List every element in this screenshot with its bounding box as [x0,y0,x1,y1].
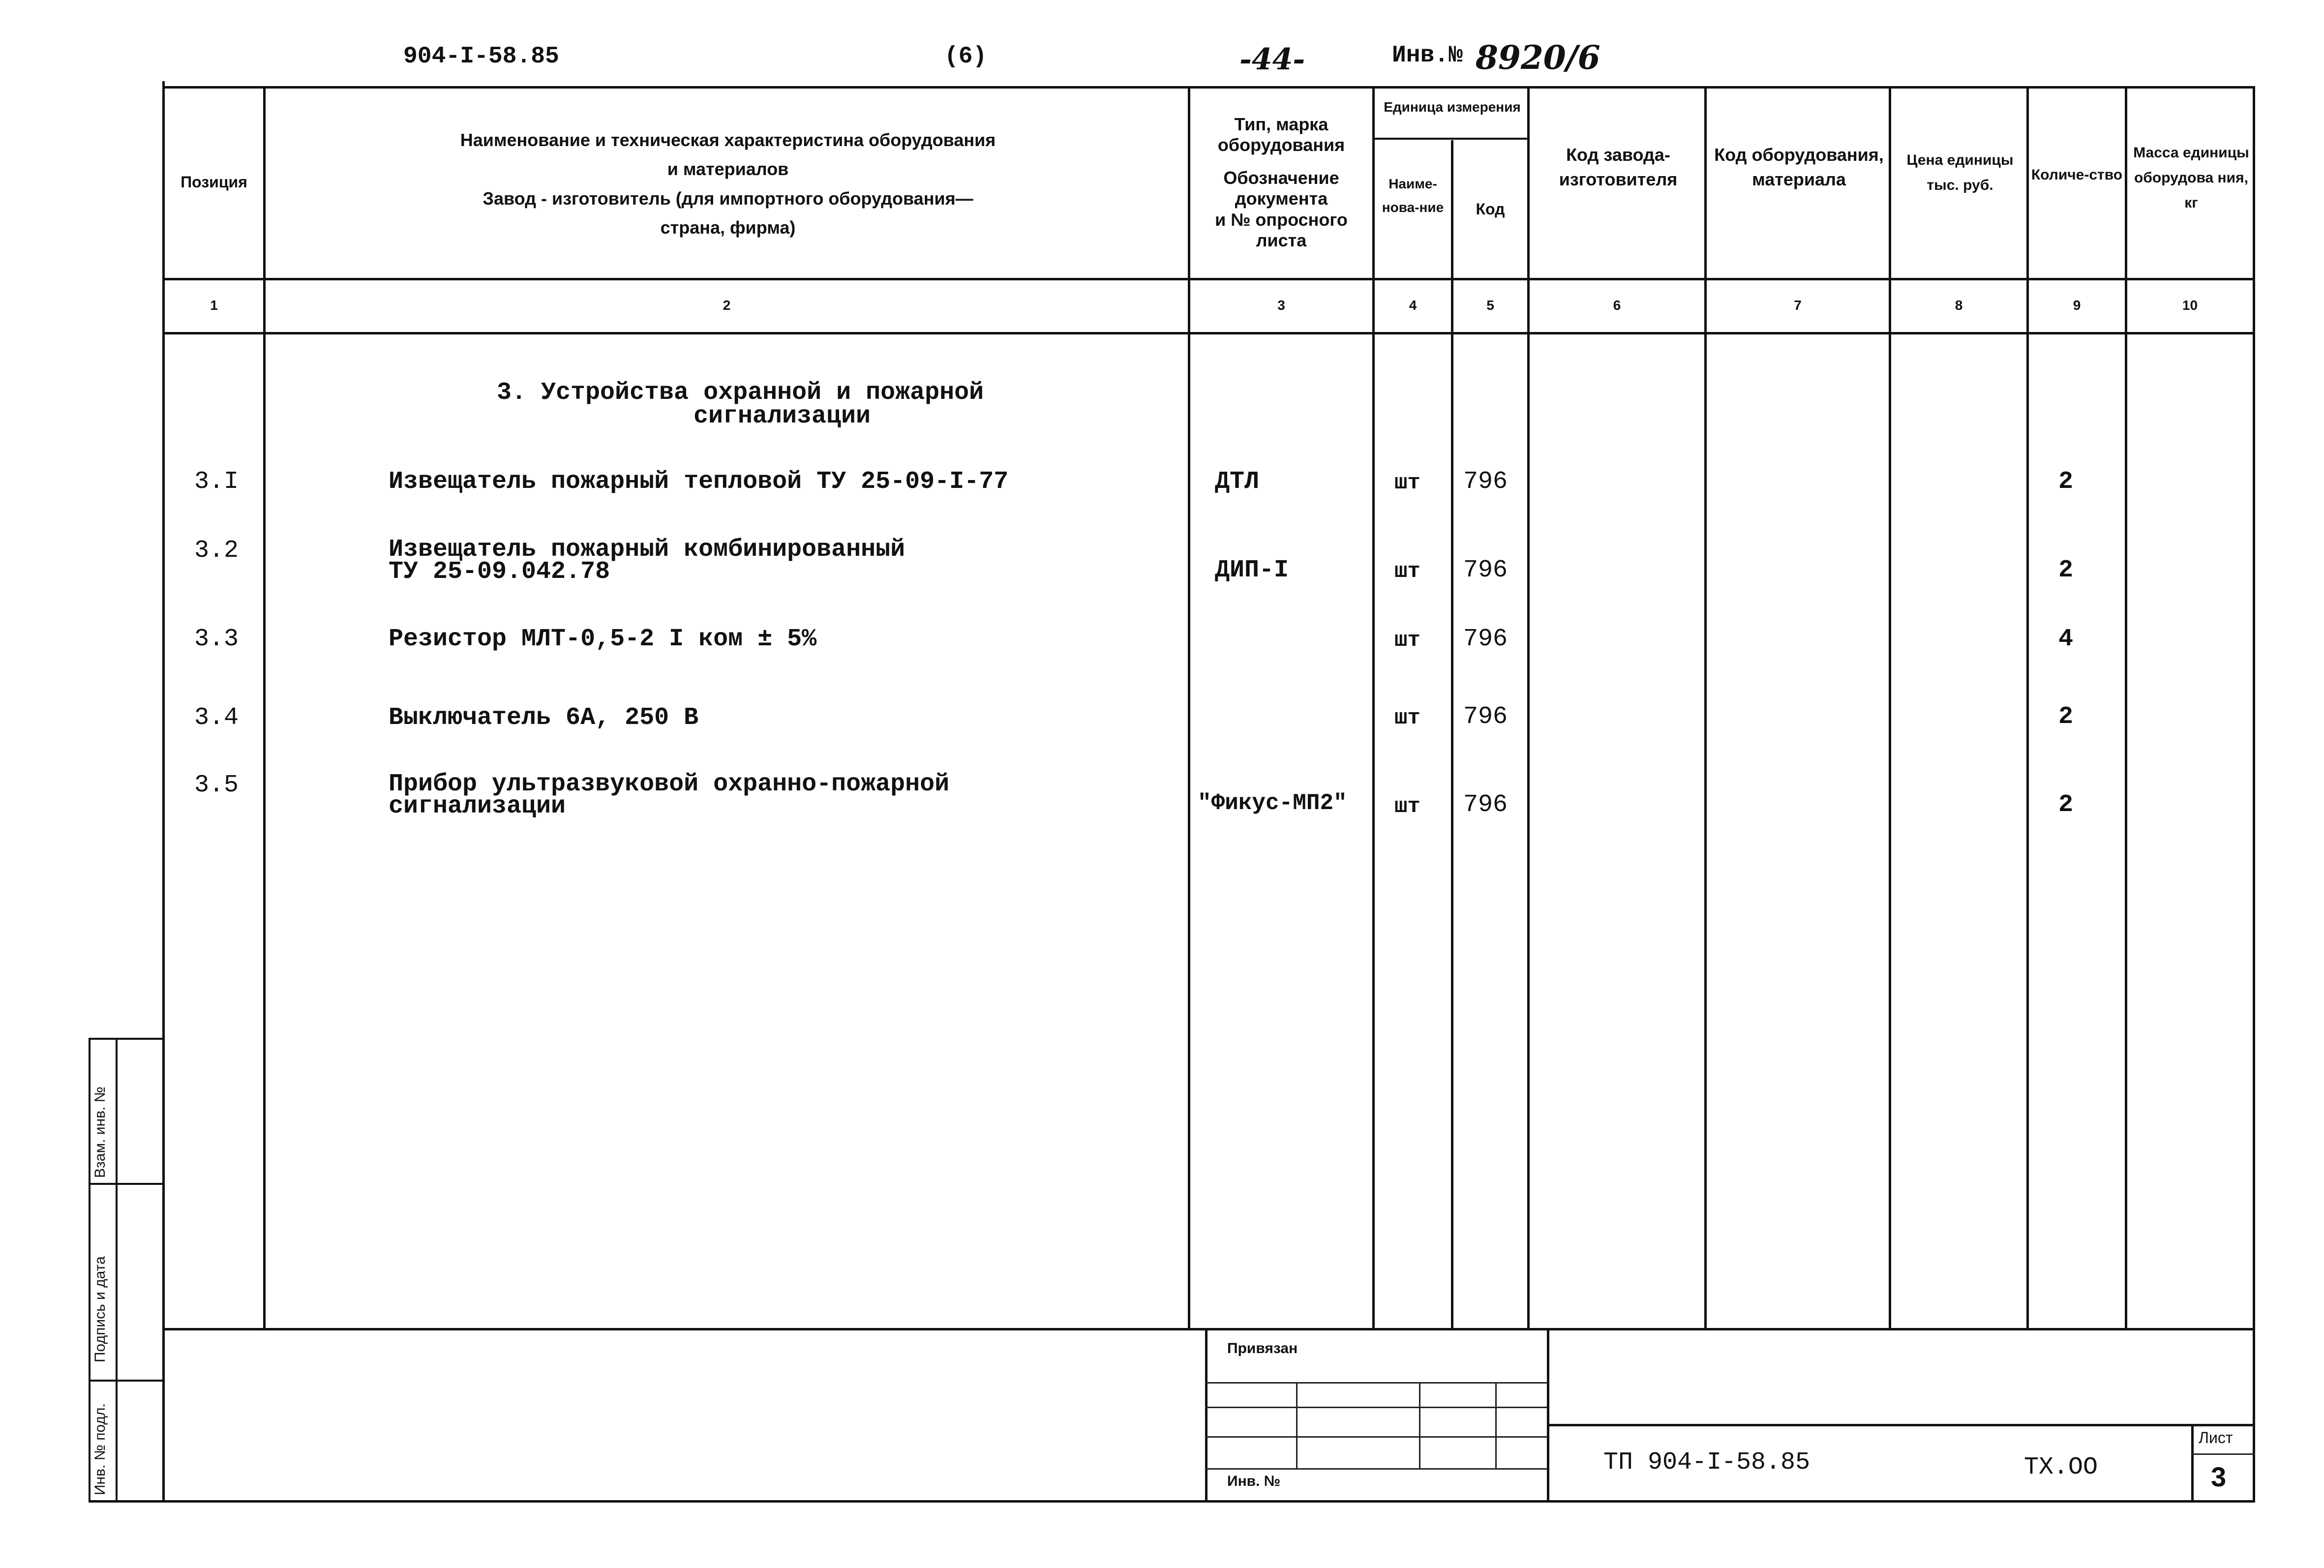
header-equipment-code: Код оборудования, материала [1714,145,1884,190]
row-position: 3.3 [194,625,239,653]
row-name: Извещатель пожарный тепловой ТУ 25-09-I-77 [389,468,1009,496]
header-position: Позиция [181,173,247,191]
header-type: Тип, марка оборудования Обозначение документа и № опросного листа [1215,114,1348,251]
row-position: 3.5 [194,771,239,799]
document-mark: ТХ.ОО [2024,1453,2098,1481]
row-name: Извещатель пожарный комбинированный ТУ 25-09.042.78 [389,536,905,586]
row-unit-code: 796 [1463,703,1508,731]
row-unit-code: 796 [1463,625,1508,653]
column-number: 2 [723,298,731,313]
row-quantity: 4 [2058,625,2074,653]
row-name: Резистор МЛТ-0,5-2 I ком ± 5% [389,625,817,653]
row-unit: шт [1394,471,1420,495]
row-type: "Фикус-МП2" [1198,790,1347,816]
inventory-number: 8920/6 [1476,38,1600,77]
header-factory-code: Код завода-изготовителя [1559,145,1678,190]
column-number: 4 [1409,298,1417,313]
row-unit: шт [1394,794,1420,819]
side-stamp-original-inv: Инв. № подл. [92,1403,108,1495]
header-mass: Масса единицы оборудова ния, кг [2133,145,2249,211]
header-unit-code: Код [1476,200,1505,218]
column-number: 9 [2073,298,2081,313]
sheet-number: 3 [2211,1461,2227,1492]
row-name: Выключатель 6А, 250 В [389,704,699,732]
row-unit-code: 796 [1463,556,1508,584]
row-position: 3.4 [194,704,239,732]
column-number: 8 [1955,298,1963,313]
column-number: 3 [1277,298,1285,313]
inventory-label: Инв.№ [1392,42,1463,69]
header-unit-name: Наиме-нова-ние [1382,176,1444,215]
row-name: Прибор ультразвуковой охранно-пожарной сигнализации [389,770,950,820]
column-number: 5 [1486,298,1494,313]
row-unit: шт [1394,559,1420,584]
document-code: 904-I-58.85 [403,43,559,70]
header-quantity: Количе-ство [2031,167,2123,183]
document-number: ТП 904-I-58.85 [1603,1448,1811,1477]
side-stamp-replacement-inv: Взам. инв. № [92,1086,108,1178]
column-number: 6 [1613,298,1621,313]
row-quantity: 2 [2058,556,2074,584]
inventory-no-label: Инв. № [1227,1473,1281,1489]
header-unit-price: Цена единицы тыс. руб. [1906,152,2014,193]
row-quantity: 2 [2058,703,2074,731]
column-number: 1 [210,298,218,313]
column-number: 10 [2182,298,2198,313]
section-title: 3. Устройства охранной и пожарной сигнализации [497,379,984,430]
sheet-label: Лист [2199,1429,2233,1447]
row-position: 3.2 [194,537,239,565]
header-unit-group: Единица измерения [1384,99,1521,115]
row-unit-code: 796 [1463,791,1508,819]
row-type: ДТЛ [1215,468,1260,496]
row-type: ДИП-I [1215,556,1289,584]
row-unit: шт [1394,706,1420,730]
column-number: 7 [1794,298,1802,313]
attached-label: Привязан [1227,1340,1298,1357]
row-quantity: 2 [2058,468,2074,496]
row-position: 3.I [194,468,239,496]
page-marker: (6) [944,43,987,70]
row-quantity: 2 [2058,791,2074,819]
row-unit-code: 796 [1463,468,1508,496]
row-unit: шт [1394,628,1420,653]
header-name: Наименование и техническая характеристина оборудования и материалов Завод - изготовитель (для импортного оборудования— страна, фирма) [460,130,996,238]
side-stamp-signature-date: Подпись и дата [92,1256,108,1362]
page-number: -44- [1239,42,1305,77]
